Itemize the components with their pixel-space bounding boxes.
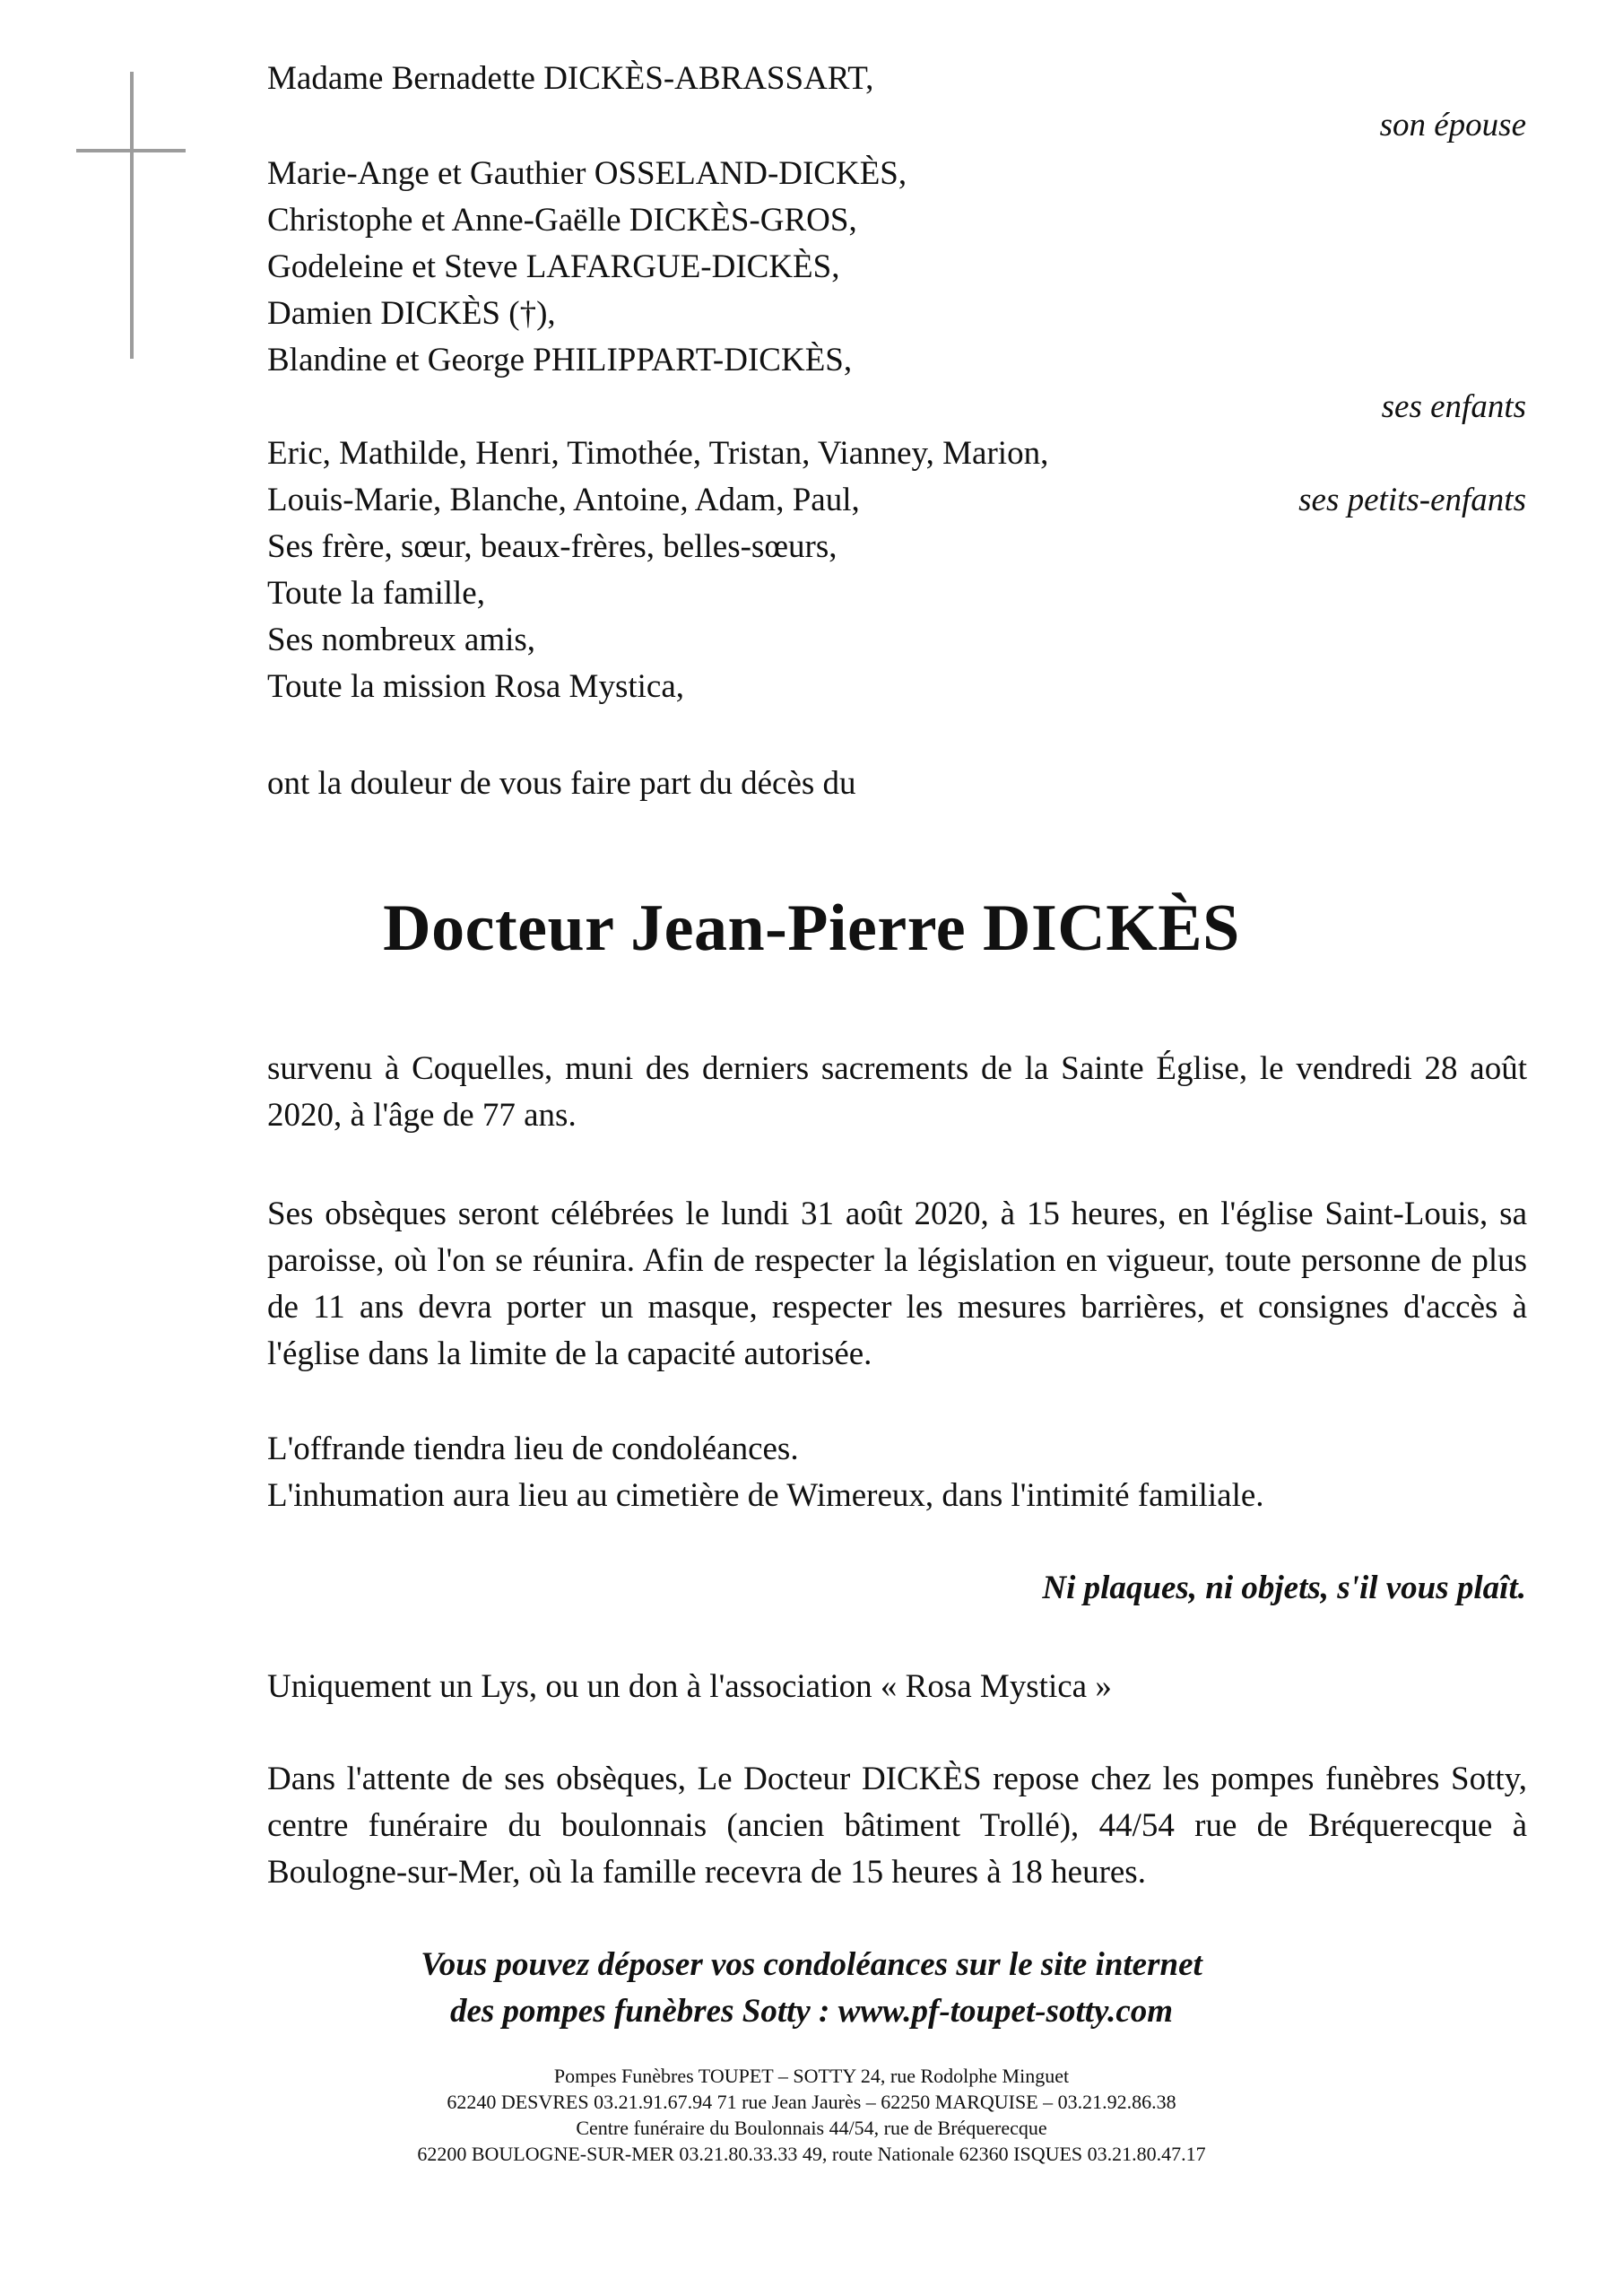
repose-details: Dans l'attente de ses obsèques, Le Docteur DICKÈS repose chez les pompes funèbres Sotty, centre funéraire du boulonnais (ancien bâtiment Trollé), 44/54 rue de Bréquerecque à Boulogne-sur-Mer, où la famille recevra de 15 heures à 18 heures. bbox=[267, 1761, 1527, 1891]
child-name: Christophe et Anne-Gaëlle DICKÈS-GROS, bbox=[267, 202, 857, 239]
footer-line: Pompes Funèbres TOUPET – SOTTY 24, rue Rodolphe Minguet bbox=[553, 2065, 1070, 2087]
child-name: Blandine et George PHILIPPART-DICKÈS, bbox=[267, 342, 853, 378]
lily-note: Uniquement un Lys, ou un don à l'association « Rosa Mystica » bbox=[267, 1668, 1112, 1705]
mission-line: Toute la mission Rosa Mystica, bbox=[267, 668, 685, 705]
children-role: ses enfants bbox=[1381, 388, 1526, 425]
condolences-block bbox=[0, 1942, 1623, 2035]
no-plaques-note: Ni plaques, ni objets, s'il vous plaît. bbox=[1042, 1570, 1526, 1606]
family-line: Toute la famille, bbox=[267, 575, 485, 612]
child-name: Damien DICKÈS (†), bbox=[267, 295, 556, 332]
death-details: survenu à Coquelles, muni des derniers sacrements de la Sainte Église, le vendredi 28 août 2020, à l'âge de 77 ans. bbox=[267, 1050, 1527, 1134]
footer-line: Centre funéraire du Boulonnais 44/54, rue de Bréquerecque bbox=[576, 2117, 1047, 2139]
announcement: ont la douleur de vous faire part du décès du bbox=[267, 765, 856, 802]
grandchildren-names: Eric, Mathilde, Henri, Timothée, Tristan, Vianney, Marion, bbox=[267, 435, 1049, 472]
cross-icon bbox=[130, 72, 134, 359]
relatives-line: Ses frère, sœur, beaux-frères, belles-sœurs, bbox=[267, 528, 838, 565]
condolences-url-line: des pompes funèbres Sotty : www.pf-toupet-sotty.com bbox=[449, 1993, 1174, 2030]
grandchildren-names: Louis-Marie, Blanche, Antoine, Adam, Paul, bbox=[267, 482, 860, 518]
child-name: Godeleine et Steve LAFARGUE-DICKÈS, bbox=[267, 248, 840, 285]
deceased-name: Docteur Jean-Pierre DICKÈS bbox=[383, 891, 1240, 965]
cross-bar bbox=[76, 149, 186, 152]
child-name: Marie-Ange et Gauthier OSSELAND-DICKÈS, bbox=[267, 155, 907, 192]
grandchildren-role: ses petits-enfants bbox=[1298, 482, 1526, 518]
footer bbox=[0, 2063, 1623, 2167]
spouse-name: Madame Bernadette DICKÈS-ABRASSART, bbox=[267, 60, 874, 97]
condolences-line: Vous pouvez déposer vos condoléances sur le site internet bbox=[421, 1946, 1202, 1983]
funeral-details: Ses obsèques seront célébrées le lundi 31 août 2020, à 15 heures, en l'église Saint-Louis, sa paroisse, où l'on se réunira. Afin de respecter la législation en vigueur, toute personne de plus de 11 ans devra porter un masque, respecter les mesures barrières, et consignes d'accès à l'église dans la limite de la capacité autorisée. bbox=[267, 1196, 1527, 1372]
friends-line: Ses nombreux amis, bbox=[267, 622, 536, 658]
footer-line: 62200 BOULOGNE-SUR-MER 03.21.80.33.33 49, route Nationale 62360 ISQUES 03.21.80.47.17 bbox=[417, 2143, 1206, 2165]
spouse-role: son épouse bbox=[1379, 107, 1526, 144]
offering-note: L'offrande tiendra lieu de condoléances. bbox=[267, 1431, 799, 1467]
burial-note: L'inhumation aura lieu au cimetière de Wimereux, dans l'intimité familiale. bbox=[267, 1477, 1264, 1514]
footer-line: 62240 DESVRES 03.21.91.67.94 71 rue Jean Jaurès – 62250 MARQUISE – 03.21.92.86.38 bbox=[447, 2091, 1176, 2113]
